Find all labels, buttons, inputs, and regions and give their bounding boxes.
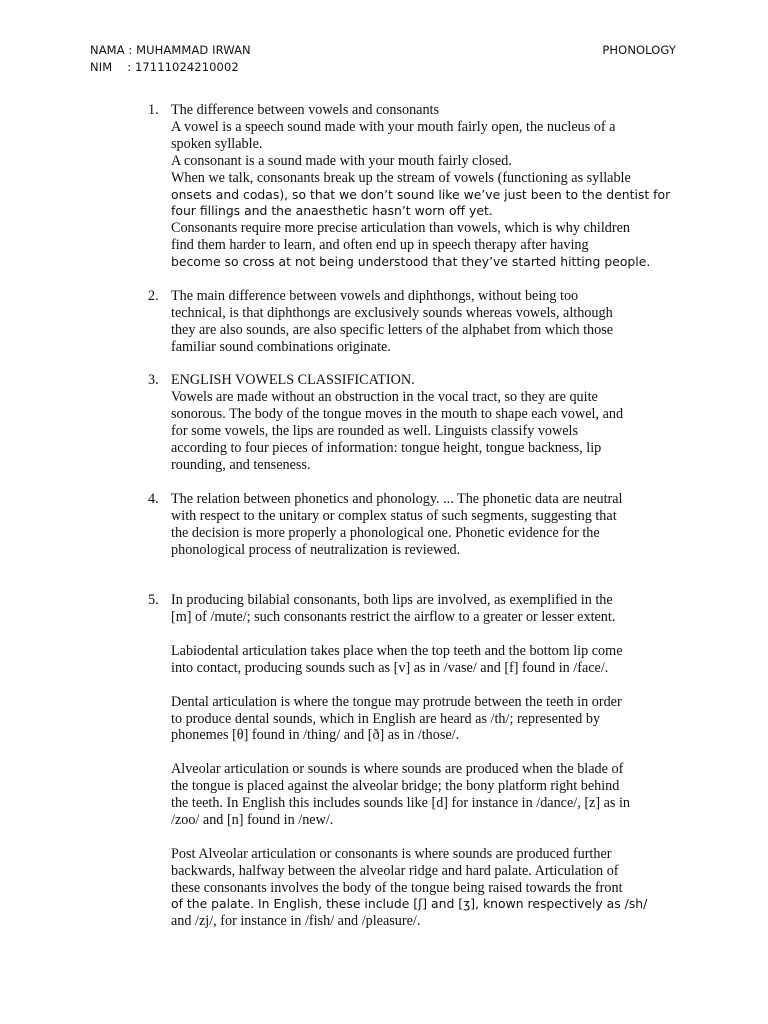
text-line: Vowels are made without an obstruction in the vocal tract, so they are quite (171, 389, 598, 406)
item-number: 4. (148, 490, 159, 507)
text-line: become so cross at not being understood that they’ve started hitting people. (171, 254, 651, 270)
student-name: NAMA : MUHAMMAD IRWAN (90, 43, 251, 57)
list-item-1 (145, 102, 677, 271)
header-top-row (90, 42, 676, 59)
text-line: the teeth. In English this includes sounds like [d] for instance in /dance/, [z] as in (171, 795, 631, 812)
paragraph-labiodental (171, 643, 677, 677)
text-line: The main difference between vowels and diphthongs, without being too (171, 287, 579, 304)
paragraph-post-alveolar (171, 846, 677, 931)
text-line: familiar sound combinations originate. (171, 338, 391, 355)
text-line: to produce dental sounds, which in English are heard as /th/; represented by (171, 710, 601, 727)
list-item-3 (145, 372, 677, 473)
text-line: Alveolar articulation or sounds is where sounds are produced when the blade of (171, 761, 624, 778)
item-number: 5. (148, 592, 159, 609)
paragraph-alveolar (171, 761, 677, 829)
document-header (90, 42, 676, 76)
text-line: technical, is that diphthongs are exclusively sounds whereas vowels, although (171, 304, 613, 321)
answer-list (145, 102, 677, 930)
list-item-2 (145, 288, 677, 356)
text-line: the tongue is placed against the alveolar bridge; the bony platform right behind (171, 778, 620, 795)
item-heading: ENGLISH VOWELS CLASSIFICATION. (171, 372, 415, 389)
item-number: 3. (148, 372, 159, 389)
text-line: In producing bilabial consonants, both lips are involved, as exemplified in the (171, 592, 613, 609)
text-line: phonemes [θ] found in /thing/ and [ð] as in /those/. (171, 727, 460, 744)
text-line: When we talk, consonants break up the stream of vowels (functioning as syllable (171, 169, 631, 186)
subject-title: PHONOLOGY (602, 43, 676, 57)
text-line: onsets and codas), so that we don’t sound like we’ve just been to the dentist for (171, 186, 671, 202)
list-item-4 (145, 491, 677, 559)
text-line: Labiodental articulation takes place when the top teeth and the bottom lip come (171, 642, 623, 659)
text-line: the decision is more properly a phonological one. Phonetic evidence for the (171, 524, 600, 541)
text-line: of the palate. In English, these include [ʃ] and [ʒ], known respectively as /sh/ (171, 896, 648, 912)
item-heading: The difference between vowels and consonants (171, 102, 440, 118)
text-line: into contact, producing sounds such as [v] as in /vase/ and [f] found in /face/. (171, 659, 609, 676)
text-line: backwards, halfway between the alveolar ridge and hard palate. Articulation of (171, 862, 619, 879)
text-line: phonological process of neutralization is reviewed. (171, 541, 461, 558)
text-line: with respect to the unitary or complex status of such segments, suggesting that (171, 507, 617, 524)
text-line: sonorous. The body of the tongue moves in the mouth to shape each vowel, and (171, 406, 624, 423)
text-line: for some vowels, the lips are rounded as well. Linguists classify vowels (171, 423, 579, 440)
text-line: four fillings and the anaesthetic hasn’t worn off yet. (171, 203, 493, 219)
item-number: 2. (148, 287, 159, 304)
text-line: Post Alveolar articulation or consonants is where sounds are produced further (171, 845, 612, 862)
text-line: and /zj/, for instance in /fish/ and /pleasure/. (171, 913, 421, 930)
text-line: A vowel is a speech sound made with your mouth fairly open, the nucleus of a (171, 118, 616, 135)
text-line: find them harder to learn, and often end up in speech therapy after having (171, 237, 589, 254)
paragraph-dental (171, 694, 677, 745)
text-line: rounding, and tenseness. (171, 457, 311, 473)
list-item-5 (145, 592, 677, 930)
item-number: 1. (148, 102, 159, 118)
text-line: spoken syllable. (171, 135, 263, 152)
text-line: The relation between phonetics and phonology. ... The phonetic data are neutral (171, 490, 623, 507)
text-line: [m] of /mute/; such consonants restrict the airflow to a greater or lesser extent. (171, 609, 616, 626)
text-line: A consonant is a sound made with your mouth fairly closed. (171, 152, 512, 169)
text-line: according to four pieces of information: tongue height, tongue backness, lip (171, 440, 602, 457)
text-line: they are also sounds, are also specific letters of the alphabet from which those (171, 321, 614, 338)
text-line: these consonants involves the body of the tongue being raised towards the front (171, 879, 623, 896)
student-id: NIM : 17111024210002 (90, 60, 239, 74)
paragraph-bilabial (171, 592, 677, 626)
text-line: Consonants require more precise articulation than vowels, which is why children (171, 220, 631, 237)
text-line: Dental articulation is where the tongue may protrude between the teeth in order (171, 693, 622, 710)
text-line: /zoo/ and [n] found in /new/. (171, 811, 334, 828)
